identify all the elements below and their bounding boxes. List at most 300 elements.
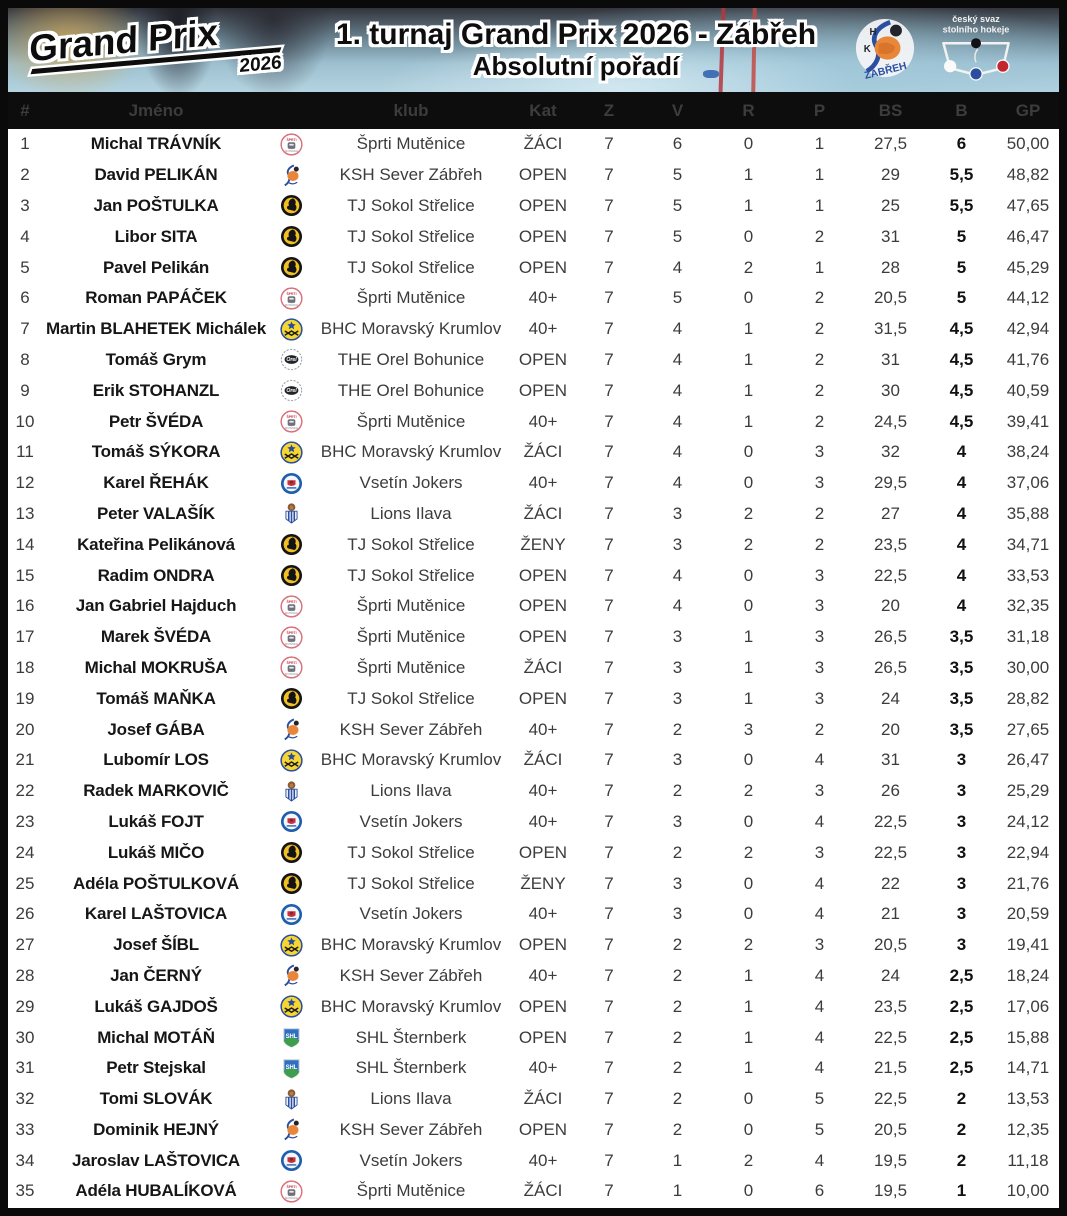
- v-cell: 5: [672, 195, 683, 215]
- gp-cell: 28,82: [1006, 688, 1050, 708]
- r-cell: 0: [743, 1181, 754, 1201]
- bs-cell: 28: [881, 257, 900, 277]
- kat-cell: OPEN: [518, 996, 568, 1016]
- v-cell: 3: [672, 503, 683, 523]
- p-cell: 3: [814, 657, 825, 677]
- club-logo-sprti-icon: [280, 656, 303, 679]
- table-row: [8, 191, 1059, 222]
- club-name-cell: BHC Moravský Krumlov: [320, 442, 502, 462]
- club-logo-bhc-icon: [280, 995, 303, 1018]
- club-logo-lions-icon: [280, 780, 303, 803]
- club-logo-vsetin-icon: [280, 1149, 303, 1172]
- p-cell: 3: [814, 688, 825, 708]
- column-header-club: klub: [393, 100, 429, 120]
- table-row: [8, 776, 1059, 807]
- r-cell: 0: [743, 1119, 754, 1139]
- b-cell: 4: [956, 473, 967, 493]
- b-cell: 5: [956, 226, 967, 246]
- p-cell: 4: [814, 873, 825, 893]
- gp-cell: 31,18: [1006, 627, 1050, 647]
- club-name-cell: Šprti Mutěnice: [356, 627, 466, 647]
- p-cell: 4: [814, 904, 825, 924]
- v-cell: 3: [672, 811, 683, 831]
- player-name-cell: Roman PAPÁČEK: [85, 288, 227, 308]
- kat-cell: OPEN: [518, 349, 568, 369]
- club-logo-cell: [270, 1180, 312, 1203]
- club-logo-strelice-icon: [280, 225, 303, 248]
- ksh-zabreh-logo-icon: [854, 17, 916, 84]
- z-cell: 7: [604, 1058, 614, 1078]
- v-cell: 2: [672, 1089, 683, 1109]
- gp-cell: 37,06: [1006, 473, 1050, 493]
- bs-cell: 29: [881, 165, 900, 185]
- gp-cell: 50,00: [1006, 134, 1050, 154]
- z-cell: 7: [604, 1027, 614, 1047]
- club-logo-ksh-icon: [280, 964, 303, 987]
- v-cell: 2: [672, 965, 683, 985]
- b-cell: 5,5: [949, 195, 974, 215]
- club-logo-strelice-icon: [280, 533, 303, 556]
- b-cell: 2,5: [949, 1027, 974, 1047]
- gp-cell: 25,29: [1006, 781, 1050, 801]
- club-name-cell: TJ Sokol Střelice: [347, 195, 475, 215]
- rank-cell: 9: [20, 380, 30, 400]
- kat-cell: OPEN: [518, 257, 568, 277]
- b-cell: 2: [956, 1150, 967, 1170]
- b-cell: 4: [956, 534, 967, 554]
- club-logo-cell: [270, 934, 312, 957]
- v-cell: 4: [672, 565, 683, 585]
- club-logo-cell: [270, 133, 312, 156]
- club-name-cell: THE Orel Bohunice: [337, 380, 485, 400]
- table-row: [8, 1115, 1059, 1146]
- v-cell: 1: [672, 1181, 683, 1201]
- rank-cell: 18: [15, 657, 35, 677]
- v-cell: 2: [672, 781, 683, 801]
- player-name-cell: Petr ŠVÉDA: [108, 411, 204, 431]
- z-cell: 7: [604, 996, 614, 1016]
- svg-text:ŠPRTI: ŠPRTI: [285, 291, 297, 296]
- p-cell: 1: [814, 165, 825, 185]
- gp-cell: 13,53: [1006, 1089, 1050, 1109]
- column-header-kat: Kat: [529, 100, 557, 120]
- svg-text:MUTĚNICE: MUTĚNICE: [284, 611, 298, 615]
- club-logo-cell: [270, 379, 312, 402]
- bs-cell: 27,5: [873, 134, 908, 154]
- b-cell: 4: [956, 442, 967, 462]
- club-name-cell: TJ Sokol Střelice: [347, 842, 475, 862]
- player-name-cell: Petr Stejskal: [106, 1058, 206, 1078]
- table-row: [8, 129, 1059, 160]
- v-cell: 6: [672, 134, 683, 154]
- p-cell: 2: [814, 319, 825, 339]
- z-cell: 7: [604, 165, 614, 185]
- v-cell: 2: [672, 1058, 683, 1078]
- r-cell: 2: [743, 1150, 754, 1170]
- club-logo-strelice-icon: [280, 194, 303, 217]
- v-cell: 4: [672, 596, 683, 616]
- v-cell: 2: [672, 1119, 683, 1139]
- player-name-cell: Jan POŠTULKA: [93, 195, 219, 215]
- club-logo-ksh-icon: [280, 718, 303, 741]
- rank-cell: 28: [15, 965, 35, 985]
- p-cell: 6: [814, 1181, 825, 1201]
- rank-cell: 25: [15, 873, 35, 893]
- player-name-cell: Marek ŠVÉDA: [100, 627, 212, 647]
- bs-cell: 21: [881, 904, 900, 924]
- r-cell: 0: [743, 288, 754, 308]
- r-cell: 0: [743, 226, 754, 246]
- table-row: [8, 283, 1059, 314]
- banner-title: [308, 18, 854, 82]
- player-name-cell: Lukáš FOJT: [108, 811, 204, 831]
- rank-cell: 4: [20, 226, 30, 246]
- club-logo-cell: [270, 841, 312, 864]
- gp-cell: 39,41: [1006, 411, 1050, 431]
- rank-cell: 23: [15, 811, 35, 831]
- kat-cell: OPEN: [518, 935, 568, 955]
- z-cell: 7: [604, 1181, 614, 1201]
- bs-cell: 22,5: [873, 565, 908, 585]
- gp-cell: 45,29: [1006, 257, 1050, 277]
- rank-cell: 35: [15, 1181, 35, 1201]
- bs-cell: 19,5: [873, 1150, 908, 1170]
- rank-cell: 3: [20, 195, 30, 215]
- gp-cell: 41,76: [1006, 349, 1050, 369]
- bs-cell: 30: [881, 380, 900, 400]
- b-cell: 3: [956, 750, 967, 770]
- r-cell: 1: [743, 319, 754, 339]
- club-name-cell: Vsetín Jokers: [359, 473, 463, 493]
- club-name-cell: Šprti Mutěnice: [356, 1181, 466, 1201]
- grand-prix-logo: [8, 8, 310, 92]
- club-logo-sprti-icon: [280, 595, 303, 618]
- column-header-p: P: [813, 100, 826, 120]
- bs-cell: 23,5: [873, 996, 908, 1016]
- club-logo-strelice-icon: [280, 687, 303, 710]
- player-name-cell: Martin BLAHETEK Michálek: [45, 319, 266, 339]
- club-logo-sprti-icon: [280, 410, 303, 433]
- club-logo-cell: [270, 318, 312, 341]
- r-cell: 2: [743, 503, 754, 523]
- gp-cell: 44,12: [1006, 288, 1050, 308]
- banner: [8, 8, 1059, 92]
- club-logo-orel-icon: [280, 348, 303, 371]
- r-cell: 1: [743, 657, 754, 677]
- b-cell: 2: [956, 1089, 967, 1109]
- club-name-cell: KSH Sever Zábřeh: [339, 165, 483, 185]
- z-cell: 7: [604, 411, 614, 431]
- table-row: [8, 468, 1059, 499]
- v-cell: 5: [672, 226, 683, 246]
- kat-cell: OPEN: [518, 565, 568, 585]
- kat-cell: OPEN: [518, 596, 568, 616]
- svg-text:SHL: SHL: [285, 1033, 297, 1040]
- kat-cell: 40+: [528, 1058, 558, 1078]
- bs-cell: 31: [881, 226, 900, 246]
- club-name-cell: BHC Moravský Krumlov: [320, 935, 502, 955]
- v-cell: 4: [672, 319, 683, 339]
- bs-cell: 22,5: [873, 1027, 908, 1047]
- table-row: [8, 1145, 1059, 1176]
- svg-text:Orel: Orel: [285, 388, 297, 395]
- bs-cell: 26,5: [873, 627, 908, 647]
- player-name-cell: Lukáš GAJDOŠ: [94, 996, 218, 1016]
- gp-cell: 48,82: [1006, 165, 1050, 185]
- z-cell: 7: [604, 596, 614, 616]
- rank-cell: 26: [15, 904, 35, 924]
- gp-cell: 24,12: [1006, 811, 1050, 831]
- gp-cell: 21,76: [1006, 873, 1050, 893]
- bs-cell: 29,5: [873, 473, 908, 493]
- p-cell: 2: [814, 503, 825, 523]
- club-logo-sprti-icon: [280, 287, 303, 310]
- column-header-z: Z: [603, 100, 615, 120]
- p-cell: 1: [814, 257, 825, 277]
- standings-body: [8, 129, 1059, 1207]
- v-cell: 2: [672, 996, 683, 1016]
- table-row: [8, 252, 1059, 283]
- z-cell: 7: [604, 349, 614, 369]
- player-name-cell: Radek MARKOVIČ: [83, 781, 229, 801]
- club-logo-bhc-icon: [280, 749, 303, 772]
- rank-cell: 30: [15, 1027, 35, 1047]
- b-cell: 3: [956, 781, 967, 801]
- z-cell: 7: [604, 688, 614, 708]
- club-name-cell: Vsetín Jokers: [359, 1150, 463, 1170]
- gp-cell: 32,35: [1006, 596, 1050, 616]
- player-name-cell: Adéla HUBALÍKOVÁ: [75, 1181, 237, 1201]
- club-name-cell: TJ Sokol Střelice: [347, 688, 475, 708]
- rank-cell: 22: [15, 781, 35, 801]
- rank-cell: 8: [20, 349, 30, 369]
- z-cell: 7: [604, 935, 614, 955]
- p-cell: 1: [814, 134, 825, 154]
- b-cell: 2: [956, 1119, 967, 1139]
- bs-cell: 32: [881, 442, 900, 462]
- gp-cell: 33,53: [1006, 565, 1050, 585]
- rank-cell: 2: [20, 165, 30, 185]
- club-name-cell: TJ Sokol Střelice: [347, 534, 475, 554]
- club-logo-cell: [270, 348, 312, 371]
- v-cell: 2: [672, 842, 683, 862]
- kat-cell: OPEN: [518, 842, 568, 862]
- club-name-cell: Lions Ilava: [370, 503, 452, 523]
- club-name-cell: TJ Sokol Střelice: [347, 257, 475, 277]
- kat-cell: OPEN: [518, 627, 568, 647]
- club-logo-cell: [270, 656, 312, 679]
- gp-cell: 47,65: [1006, 195, 1050, 215]
- v-cell: 3: [672, 627, 683, 647]
- svg-text:ŠPRTI: ŠPRTI: [285, 414, 297, 419]
- b-cell: 4,5: [949, 380, 974, 400]
- kat-cell: ŽÁCI: [523, 750, 563, 770]
- z-cell: 7: [604, 565, 614, 585]
- z-cell: 7: [604, 873, 614, 893]
- svg-text:Orel: Orel: [285, 357, 297, 364]
- club-logo-cell: [270, 1088, 312, 1111]
- club-logo-ksh-icon: [280, 1118, 303, 1141]
- svg-text:K: K: [863, 43, 871, 55]
- club-name-cell: Vsetín Jokers: [359, 811, 463, 831]
- z-cell: 7: [604, 1089, 614, 1109]
- z-cell: 7: [604, 811, 614, 831]
- club-logo-cell: [270, 1118, 312, 1141]
- grand-prix-logo-year: 2026: [239, 52, 282, 78]
- club-logo-bhc-icon: [280, 934, 303, 957]
- p-cell: 3: [814, 842, 825, 862]
- table-row: [8, 529, 1059, 560]
- rank-cell: 12: [15, 473, 35, 493]
- club-logo-cell: [270, 810, 312, 833]
- b-cell: 5: [956, 288, 967, 308]
- r-cell: 1: [743, 349, 754, 369]
- club-name-cell: THE Orel Bohunice: [337, 349, 485, 369]
- club-name-cell: Vsetín Jokers: [359, 904, 463, 924]
- b-cell: 2,5: [949, 996, 974, 1016]
- player-name-cell: Tomáš MAŇKA: [96, 688, 216, 708]
- table-row: [8, 221, 1059, 252]
- rank-cell: 21: [15, 750, 35, 770]
- z-cell: 7: [604, 442, 614, 462]
- p-cell: 4: [814, 1150, 825, 1170]
- club-logo-cell: [270, 1026, 312, 1049]
- b-cell: 3,5: [949, 627, 974, 647]
- club-logo-strelice-icon: [280, 564, 303, 587]
- p-cell: 4: [814, 965, 825, 985]
- player-name-cell: Josef GÁBA: [107, 719, 205, 739]
- club-logo-lions-icon: [280, 502, 303, 525]
- club-logo-cell: [270, 872, 312, 895]
- svg-text:H: H: [869, 26, 877, 38]
- club-logo-cell: [270, 533, 312, 556]
- bs-cell: 24,5: [873, 411, 908, 431]
- player-name-cell: Lukáš MIČO: [107, 842, 205, 862]
- z-cell: 7: [604, 195, 614, 215]
- club-logo-strelice-icon: [280, 841, 303, 864]
- r-cell: 3: [743, 719, 754, 739]
- club-name-cell: SHL Šternberk: [355, 1027, 467, 1047]
- kat-cell: 40+: [528, 719, 558, 739]
- v-cell: 4: [672, 380, 683, 400]
- svg-text:MUTĚNICE: MUTĚNICE: [284, 673, 298, 677]
- v-cell: 5: [672, 165, 683, 185]
- club-name-cell: BHC Moravský Krumlov: [320, 319, 502, 339]
- kat-cell: ŽÁCI: [523, 1181, 563, 1201]
- club-logo-cell: [270, 964, 312, 987]
- gp-cell: 17,06: [1006, 996, 1050, 1016]
- club-logo-ksh-icon: [280, 164, 303, 187]
- r-cell: 1: [743, 996, 754, 1016]
- r-cell: 0: [743, 750, 754, 770]
- club-logo-cell: [270, 626, 312, 649]
- club-logo-cell: [270, 502, 312, 525]
- p-cell: 4: [814, 750, 825, 770]
- table-row: [8, 406, 1059, 437]
- v-cell: 2: [672, 719, 683, 739]
- player-name-cell: David PELIKÁN: [94, 165, 218, 185]
- b-cell: 3: [956, 873, 967, 893]
- b-cell: 4: [956, 503, 967, 523]
- player-name-cell: Peter VALAŠÍK: [96, 503, 215, 523]
- kat-cell: OPEN: [518, 195, 568, 215]
- bs-cell: 25: [881, 195, 900, 215]
- b-cell: 5,5: [949, 165, 974, 185]
- player-name-cell: Lubomír LOS: [103, 750, 209, 770]
- r-cell: 1: [743, 411, 754, 431]
- kat-cell: OPEN: [518, 380, 568, 400]
- r-cell: 0: [743, 473, 754, 493]
- rank-cell: 15: [15, 565, 35, 585]
- table-row: [8, 683, 1059, 714]
- club-name-cell: TJ Sokol Střelice: [347, 565, 475, 585]
- z-cell: 7: [604, 257, 614, 277]
- b-cell: 3: [956, 904, 967, 924]
- v-cell: 4: [672, 349, 683, 369]
- p-cell: 2: [814, 288, 825, 308]
- svg-text:stolního hokeje: stolního hokeje: [942, 24, 1010, 35]
- gp-cell: 35,88: [1006, 503, 1050, 523]
- svg-text:ŠPRTI: ŠPRTI: [285, 1184, 297, 1189]
- svg-text:ŠPRTI: ŠPRTI: [285, 661, 297, 666]
- r-cell: 0: [743, 811, 754, 831]
- kat-cell: 40+: [528, 473, 558, 493]
- z-cell: 7: [604, 781, 614, 801]
- z-cell: 7: [604, 842, 614, 862]
- p-cell: 2: [814, 349, 825, 369]
- table-row: [8, 314, 1059, 345]
- v-cell: 3: [672, 657, 683, 677]
- kat-cell: ŽÁCI: [523, 503, 563, 523]
- kat-cell: 40+: [528, 288, 558, 308]
- r-cell: 1: [743, 965, 754, 985]
- r-cell: 2: [743, 935, 754, 955]
- player-name-cell: Karel ŘEHÁK: [103, 473, 209, 493]
- club-logo-strelice-icon: [280, 256, 303, 279]
- r-cell: 0: [743, 596, 754, 616]
- p-cell: 3: [814, 473, 825, 493]
- rank-cell: 32: [15, 1089, 35, 1109]
- v-cell: 2: [672, 1027, 683, 1047]
- v-cell: 4: [672, 442, 683, 462]
- club-logo-vsetin-icon: [280, 472, 303, 495]
- svg-text:MUTĚNICE: MUTĚNICE: [284, 426, 298, 430]
- bs-cell: 20,5: [873, 935, 908, 955]
- v-cell: 3: [672, 688, 683, 708]
- rank-cell: 24: [15, 842, 35, 862]
- column-header-r: R: [742, 100, 755, 120]
- rank-cell: 16: [15, 596, 35, 616]
- p-cell: 4: [814, 996, 825, 1016]
- z-cell: 7: [604, 627, 614, 647]
- player-name-cell: Adéla POŠTULKOVÁ: [73, 873, 239, 893]
- gp-cell: 34,71: [1006, 534, 1050, 554]
- v-cell: 4: [672, 411, 683, 431]
- rank-cell: 33: [15, 1119, 35, 1139]
- player-name-cell: Michal TRÁVNÍK: [90, 134, 222, 154]
- club-logo-cell: [270, 780, 312, 803]
- club-logo-cell: [270, 749, 312, 772]
- club-name-cell: SHL Šternberk: [355, 1058, 467, 1078]
- club-name-cell: KSH Sever Zábřeh: [339, 965, 483, 985]
- club-logo-cell: [270, 441, 312, 464]
- table-row: [8, 991, 1059, 1022]
- table-row: [8, 745, 1059, 776]
- table-row: [8, 714, 1059, 745]
- table-row: [8, 345, 1059, 376]
- z-cell: 7: [604, 473, 614, 493]
- gp-cell: 12,35: [1006, 1119, 1050, 1139]
